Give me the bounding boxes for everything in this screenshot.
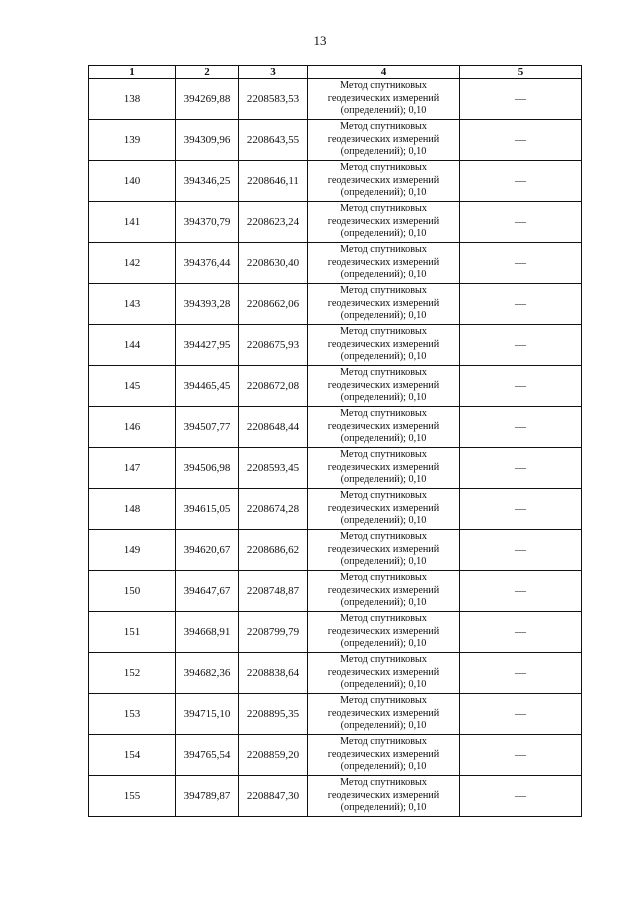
method-cell <box>308 161 460 202</box>
column-5-cell <box>460 694 582 735</box>
dash-value: — <box>515 790 526 802</box>
method-text-line: (определений); 0,10 <box>340 351 427 363</box>
x-coordinate-cell: 394765,54 <box>176 735 239 776</box>
y-coordinate-cell: 2208838,64 <box>239 653 308 694</box>
method-text-line: геодезических измерений <box>327 379 440 391</box>
method-text-line: геодезических измерений <box>327 789 440 801</box>
table-row <box>89 612 582 653</box>
method-text-line: (определений); 0,10 <box>340 761 427 773</box>
column-5-cell <box>460 161 582 202</box>
column-5-cell <box>460 325 582 366</box>
point-number-cell: 151 <box>89 612 176 653</box>
table-header-row <box>89 66 582 79</box>
method-text-line: (определений); 0,10 <box>340 146 427 158</box>
method-text-line: Метод спутниковых <box>340 449 427 461</box>
y-coordinate-cell: 2208847,30 <box>239 776 308 817</box>
column-5-cell <box>460 366 582 407</box>
table-row <box>89 694 582 735</box>
y-coordinate-cell: 2208623,24 <box>239 202 308 243</box>
y-coordinate-cell: 2208859,20 <box>239 735 308 776</box>
point-number-cell: 146 <box>89 407 176 448</box>
method-text-line: Метод спутниковых <box>340 162 427 174</box>
y-coordinate-cell: 2208646,11 <box>239 161 308 202</box>
method-text-line: геодезических измерений <box>327 584 440 596</box>
column-5-cell <box>460 735 582 776</box>
table-row <box>89 79 582 120</box>
x-coordinate-cell: 394682,36 <box>176 653 239 694</box>
method-text-line: Метод спутниковых <box>340 613 427 625</box>
y-coordinate-cell: 2208672,08 <box>239 366 308 407</box>
method-text-line: геодезических измерений <box>327 338 440 350</box>
column-5-cell <box>460 284 582 325</box>
method-text-line: (определений); 0,10 <box>340 597 427 609</box>
method-text-line: геодезических измерений <box>327 543 440 555</box>
point-number-cell: 143 <box>89 284 176 325</box>
y-coordinate-cell: 2208630,40 <box>239 243 308 284</box>
table-row <box>89 202 582 243</box>
x-coordinate-cell: 394620,67 <box>176 530 239 571</box>
table-row <box>89 448 582 489</box>
method-text-line: (определений); 0,10 <box>340 228 427 240</box>
method-text-line: геодезических измерений <box>327 215 440 227</box>
x-coordinate-cell: 394309,96 <box>176 120 239 161</box>
dash-value: — <box>515 257 526 269</box>
method-text-line: геодезических измерений <box>327 461 440 473</box>
point-number-cell: 147 <box>89 448 176 489</box>
method-text-line: Метод спутниковых <box>340 531 427 543</box>
method-text-line: (определений); 0,10 <box>340 187 427 199</box>
x-coordinate-cell: 394393,28 <box>176 284 239 325</box>
method-text-line: Метод спутниковых <box>340 285 427 297</box>
column-5-cell <box>460 243 582 284</box>
dash-value: — <box>515 585 526 597</box>
dash-value: — <box>515 298 526 310</box>
table-row <box>89 407 582 448</box>
y-coordinate-cell: 2208686,62 <box>239 530 308 571</box>
dash-value: — <box>515 421 526 433</box>
column-5-cell <box>460 530 582 571</box>
method-text-line: Метод спутниковых <box>340 244 427 256</box>
header-col-3: 3 <box>239 66 308 79</box>
table-row <box>89 489 582 530</box>
dash-value: — <box>515 544 526 556</box>
method-text-line: Метод спутниковых <box>340 490 427 502</box>
x-coordinate-cell: 394507,77 <box>176 407 239 448</box>
dash-value: — <box>515 749 526 761</box>
point-number-cell: 155 <box>89 776 176 817</box>
table-row <box>89 653 582 694</box>
method-text-line: Метод спутниковых <box>340 654 427 666</box>
method-cell <box>308 571 460 612</box>
table-row <box>89 284 582 325</box>
x-coordinate-cell: 394427,95 <box>176 325 239 366</box>
method-text-line: (определений); 0,10 <box>340 515 427 527</box>
method-cell <box>308 366 460 407</box>
point-number-cell: 153 <box>89 694 176 735</box>
method-cell <box>308 694 460 735</box>
method-text-line: (определений); 0,10 <box>340 638 427 650</box>
table-row <box>89 325 582 366</box>
method-text-line: геодезических измерений <box>327 707 440 719</box>
point-number-cell: 149 <box>89 530 176 571</box>
dash-value: — <box>515 93 526 105</box>
dash-value: — <box>515 380 526 392</box>
method-cell <box>308 489 460 530</box>
x-coordinate-cell: 394465,45 <box>176 366 239 407</box>
method-text-line: Метод спутниковых <box>340 121 427 133</box>
column-5-cell <box>460 653 582 694</box>
method-text-line: (определений); 0,10 <box>340 556 427 568</box>
method-text-line: Метод спутниковых <box>340 203 427 215</box>
dash-value: — <box>515 503 526 515</box>
x-coordinate-cell: 394715,10 <box>176 694 239 735</box>
coordinates-table <box>88 65 582 817</box>
point-number-cell: 150 <box>89 571 176 612</box>
method-text-line: Метод спутниковых <box>340 695 427 707</box>
method-text-line: (определений); 0,10 <box>340 474 427 486</box>
table-body <box>89 79 582 817</box>
method-text-line: (определений); 0,10 <box>340 269 427 281</box>
y-coordinate-cell: 2208895,35 <box>239 694 308 735</box>
method-cell <box>308 735 460 776</box>
point-number-cell: 154 <box>89 735 176 776</box>
point-number-cell: 148 <box>89 489 176 530</box>
x-coordinate-cell: 394269,88 <box>176 79 239 120</box>
method-cell <box>308 202 460 243</box>
method-text-line: (определений); 0,10 <box>340 433 427 445</box>
method-cell <box>308 120 460 161</box>
y-coordinate-cell: 2208583,53 <box>239 79 308 120</box>
point-number-cell: 138 <box>89 79 176 120</box>
y-coordinate-cell: 2208643,55 <box>239 120 308 161</box>
dash-value: — <box>515 175 526 187</box>
method-cell <box>308 325 460 366</box>
dash-value: — <box>515 339 526 351</box>
method-text-line: Метод спутниковых <box>340 777 427 789</box>
x-coordinate-cell: 394668,91 <box>176 612 239 653</box>
table-row <box>89 735 582 776</box>
table-row <box>89 571 582 612</box>
point-number-cell: 139 <box>89 120 176 161</box>
method-text-line: геодезических измерений <box>327 625 440 637</box>
method-text-line: геодезических измерений <box>327 174 440 186</box>
method-text-line: Метод спутниковых <box>340 408 427 420</box>
method-text-line: геодезических измерений <box>327 297 440 309</box>
header-col-1: 1 <box>89 66 176 79</box>
dash-value: — <box>515 462 526 474</box>
x-coordinate-cell: 394506,98 <box>176 448 239 489</box>
method-cell <box>308 79 460 120</box>
header-col-4: 4 <box>308 66 460 79</box>
header-col-2: 2 <box>176 66 239 79</box>
method-cell <box>308 243 460 284</box>
method-cell <box>308 407 460 448</box>
method-text-line: геодезических измерений <box>327 133 440 145</box>
method-cell <box>308 284 460 325</box>
point-number-cell: 145 <box>89 366 176 407</box>
y-coordinate-cell: 2208675,93 <box>239 325 308 366</box>
table-row <box>89 530 582 571</box>
method-cell <box>308 776 460 817</box>
y-coordinate-cell: 2208648,44 <box>239 407 308 448</box>
dash-value: — <box>515 134 526 146</box>
method-text-line: Метод спутниковых <box>340 80 427 92</box>
dash-value: — <box>515 708 526 720</box>
method-text-line: (определений); 0,10 <box>340 392 427 404</box>
column-5-cell <box>460 120 582 161</box>
method-cell <box>308 530 460 571</box>
table-row <box>89 243 582 284</box>
x-coordinate-cell: 394647,67 <box>176 571 239 612</box>
y-coordinate-cell: 2208593,45 <box>239 448 308 489</box>
point-number-cell: 142 <box>89 243 176 284</box>
method-text-line: геодезических измерений <box>327 420 440 432</box>
column-5-cell <box>460 448 582 489</box>
column-5-cell <box>460 407 582 448</box>
dash-value: — <box>515 626 526 638</box>
x-coordinate-cell: 394789,87 <box>176 776 239 817</box>
column-5-cell <box>460 612 582 653</box>
x-coordinate-cell: 394370,79 <box>176 202 239 243</box>
y-coordinate-cell: 2208662,06 <box>239 284 308 325</box>
method-text-line: геодезических измерений <box>327 748 440 760</box>
table-row <box>89 120 582 161</box>
column-5-cell <box>460 489 582 530</box>
point-number-cell: 152 <box>89 653 176 694</box>
column-5-cell <box>460 776 582 817</box>
dash-value: — <box>515 216 526 228</box>
method-text-line: (определений); 0,10 <box>340 310 427 322</box>
method-text-line: (определений); 0,10 <box>340 720 427 732</box>
table-row <box>89 161 582 202</box>
y-coordinate-cell: 2208799,79 <box>239 612 308 653</box>
method-text-line: (определений); 0,10 <box>340 105 427 117</box>
point-number-cell: 141 <box>89 202 176 243</box>
method-text-line: геодезических измерений <box>327 256 440 268</box>
method-text-line: (определений); 0,10 <box>340 802 427 814</box>
method-text-line: Метод спутниковых <box>340 572 427 584</box>
method-text-line: (определений); 0,10 <box>340 679 427 691</box>
y-coordinate-cell: 2208748,87 <box>239 571 308 612</box>
method-text-line: Метод спутниковых <box>340 326 427 338</box>
method-text-line: Метод спутниковых <box>340 736 427 748</box>
method-text-line: Метод спутниковых <box>340 367 427 379</box>
column-5-cell <box>460 202 582 243</box>
x-coordinate-cell: 394346,25 <box>176 161 239 202</box>
method-text-line: геодезических измерений <box>327 666 440 678</box>
x-coordinate-cell: 394615,05 <box>176 489 239 530</box>
header-col-5: 5 <box>460 66 582 79</box>
method-text-line: геодезических измерений <box>327 502 440 514</box>
table-row <box>89 776 582 817</box>
dash-value: — <box>515 667 526 679</box>
x-coordinate-cell: 394376,44 <box>176 243 239 284</box>
y-coordinate-cell: 2208674,28 <box>239 489 308 530</box>
method-text-line: геодезических измерений <box>327 92 440 104</box>
table-row <box>89 366 582 407</box>
column-5-cell <box>460 571 582 612</box>
point-number-cell: 144 <box>89 325 176 366</box>
page-number: 13 <box>313 33 327 48</box>
method-cell <box>308 448 460 489</box>
method-cell <box>308 653 460 694</box>
method-cell <box>308 612 460 653</box>
point-number-cell: 140 <box>89 161 176 202</box>
column-5-cell <box>460 79 582 120</box>
